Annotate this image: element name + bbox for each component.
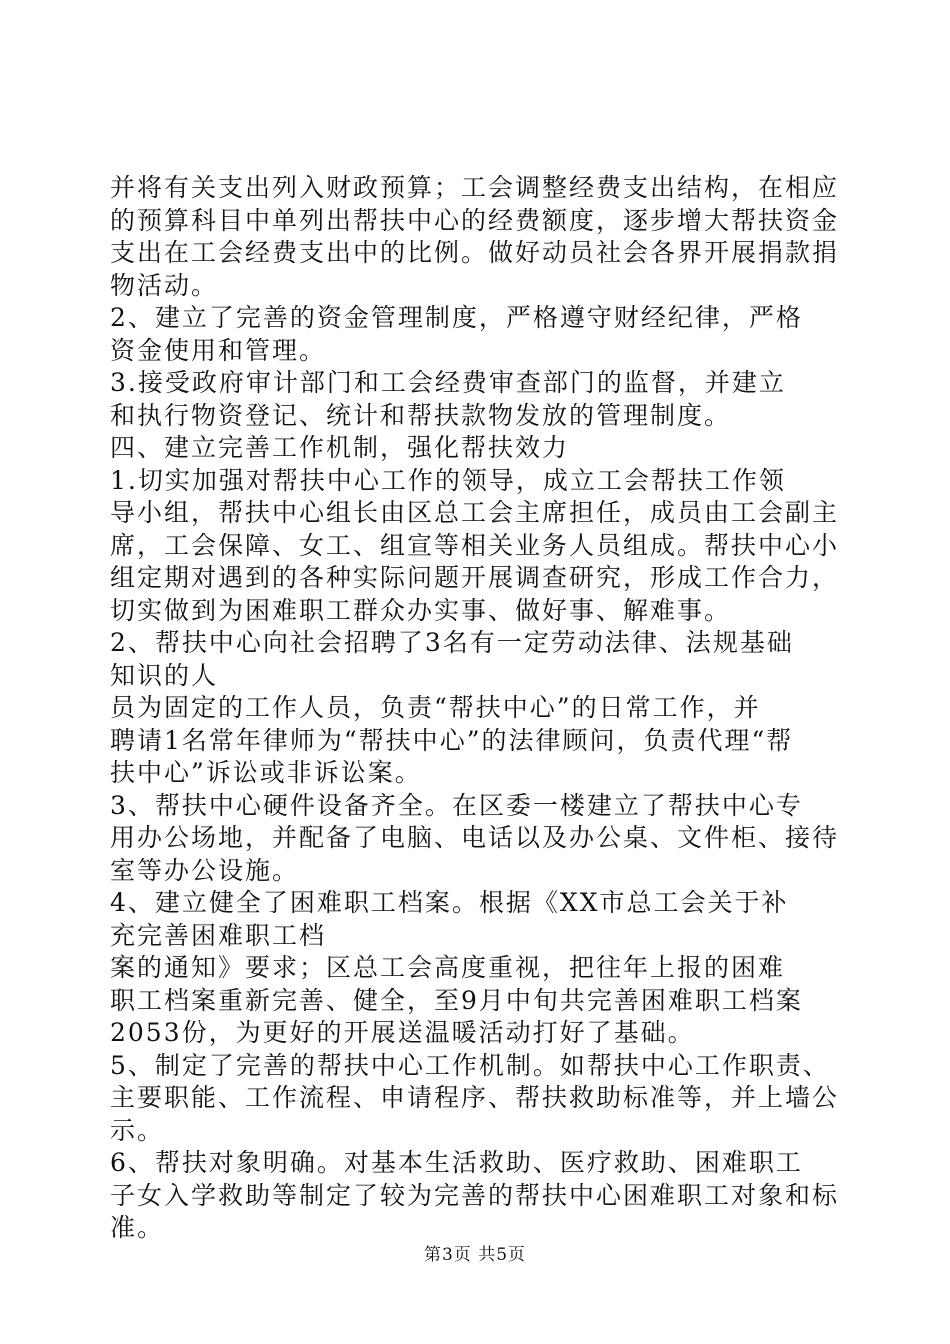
paragraph: [110, 627, 850, 692]
text-line: 席，工会保障、女工、组宣等相关业务人员组成。帮扶中心小: [110, 530, 840, 560]
text-line: 并将有关支出列入财政预算；工会调整经费支出结构，在相应: [110, 173, 840, 202]
text-line: 职工档案重新完善、健全，至9月中旬共完善困难职工档案: [110, 985, 803, 1015]
text-line: 扶中心”诉讼或非诉讼案。: [110, 758, 422, 787]
text-line: 物活动。: [110, 270, 219, 300]
text-line: 2、建立了完善的资金管理制度，严格遵守财经纪律，严格: [110, 303, 803, 332]
paragraph: [110, 952, 850, 1050]
text-line: 充完善困难职工档: [110, 920, 327, 950]
paragraph: [110, 302, 850, 367]
paragraph: [110, 1050, 850, 1148]
text-line: 主要职能、工作流程、申请程序、帮扶救助标准等，并上墙公: [110, 1083, 840, 1112]
text-line: 3、帮扶中心硬件设备齐全。在区委一楼建立了帮扶中心专: [110, 790, 803, 820]
paragraph: [110, 172, 850, 302]
text-line: 支出在工会经费支出中的比例。做好动员社会各界开展捐款捐: [110, 238, 840, 267]
text-line: 聘请1名常年律师为“帮扶中心”的法律顾问，负责代理“帮: [110, 725, 794, 755]
text-line: 3.接受政府审计部门和工会经费审查部门的监督，并建立: [110, 368, 786, 397]
text-line: 四、建立完善工作机制，强化帮扶效力: [110, 433, 570, 462]
page-footer: 第3页 共5页: [423, 1245, 527, 1265]
text-line: 4、建立健全了困难职工档案。根据《XX市总工会关于补: [110, 888, 789, 917]
paragraph: [110, 465, 850, 628]
text-line: 子女入学救助等制定了较为完善的帮扶中心困难职工对象和标: [110, 1180, 840, 1210]
paragraph: [110, 432, 850, 465]
text-line: 导小组，帮扶中心组长由区总工会主席担任，成员由工会副主: [110, 498, 840, 527]
text-line: 知识的人: [110, 660, 219, 690]
text-line: 6、帮扶对象明确。对基本生活救助、医疗救助、困难职工: [110, 1148, 803, 1177]
paragraph: [110, 1147, 850, 1245]
text-line: 示。: [110, 1115, 165, 1145]
text-line: 1.切实加强对帮扶中心工作的领导，成立工会帮扶工作领: [110, 465, 786, 495]
text-line: 用办公场地，并配备了电脑、电话以及办公桌、文件柜、接待: [110, 823, 840, 852]
text-line: 的预算科目中单列出帮扶中心的经费额度，逐步增大帮扶资金: [110, 205, 840, 235]
document-body: [110, 172, 850, 1245]
text-line: 2、帮扶中心向社会招聘了3名有一定劳动法律、法规基础: [110, 628, 794, 657]
text-line: 准。: [110, 1213, 165, 1242]
text-line: 员为固定的工作人员，负责“帮扶中心”的日常工作，并: [110, 693, 761, 722]
text-line: 5、制定了完善的帮扶中心工作机制。如帮扶中心工作职责、: [110, 1050, 830, 1080]
text-line: 组定期对遇到的各种实际问题开展调查研究，形成工作合力，: [110, 563, 840, 592]
paragraph: [110, 692, 850, 790]
paragraph: [110, 367, 850, 432]
paragraph: [110, 887, 850, 952]
text-line: 和执行物资登记、统计和帮扶款物发放的管理制度。: [110, 400, 732, 430]
text-line: 资金使用和管理。: [110, 335, 327, 365]
text-line: 案的通知》要求；区总工会高度重视，把往年上报的困难: [110, 953, 786, 982]
text-line: 室等办公设施。: [110, 855, 300, 885]
text-line: 2053份，为更好的开展送温暖活动打好了基础。: [110, 1018, 695, 1047]
paragraph: [110, 790, 850, 888]
text-line: 切实做到为困难职工群众办实事、做好事、解难事。: [110, 595, 732, 625]
